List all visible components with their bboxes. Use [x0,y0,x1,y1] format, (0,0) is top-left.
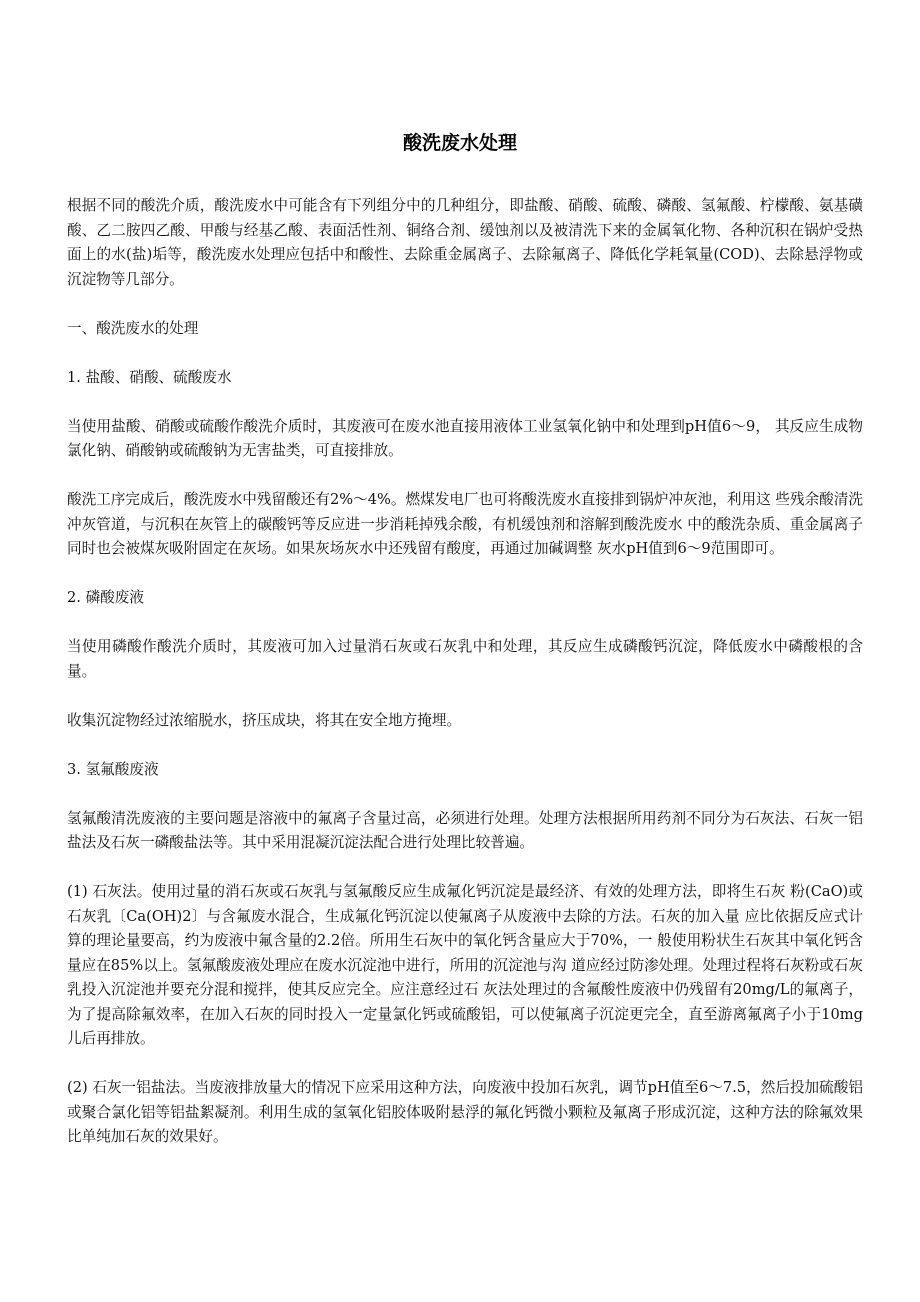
subsection-3-item-1: (1) 石灰法。使用过量的消石灰或石灰乳与氢氟酸反应生成氟化钙沉淀是最经济、有效的处理方法，即将生石灰 粉(CaO)或石灰乳〔Ca(OH)2〕与含氟废水混合，生成氟化钙沉淀以使氟离子从废液中去除的方法。石灰的加入量 应比依据反应式计算的理论量要高，约为废液中氟含量的2.2倍。所用生石灰中的氧化钙含量应大于70%，一 般使用粉状生石灰其中氧化钙含量应在85%以上。氢氟酸废液处理应在废水沉淀池中进行，所用的沉淀池与沟 道应经过防渗处理。处理过程将石灰粉或石灰乳投入沉淀池并要充分混和搅拌，使其反应完全。应注意经过石 灰法处理过的含氟酸性废液中仍残留有20mg/L的氟离子，为了提高除氟效率，在加入石灰的同时投入一定量氯化钙或硫酸铝，可以使氟离子沉淀更完全，直至游离氟离子小于10mg儿后再排放。 [67,883,863,1047]
subsection-heading-1: 1. 盐酸、硝酸、硫酸废水 [67,368,232,386]
subsection-heading-3: 3. 氢氟酸废液 [67,760,159,778]
document-body [67,194,863,1150]
subsection-1-paragraph-1: 当使用盐酸、硝酸或硫酸作酸洗介质时，其废液可在废水池直接用液体工业氢氧化钠中和处理到pH值6～9， 其反应生成物氯化钠、硝酸钠或硫酸钠为无害盐类，可直接排放。 [67,417,863,459]
subsection-1-paragraph-2: 酸洗工序完成后，酸洗废水中残留酸还有2%～4%。燃煤发电厂也可将酸洗废水直接排到锅炉冲灰池，利用这 些残余酸清洗冲灰管道，与沉积在灰管上的碳酸钙等反应进一步消耗掉残余酸，有机缓蚀剂和溶解到酸洗废水 中的酸洗杂质、重金属离子同时也会被煤灰吸附固定在灰场。如果灰场灰水中还残留有酸度，再通过加碱调整 灰水pH值到6～9范围即可。 [67,491,863,557]
subsection-3-paragraph-1: 氢氟酸清洗废液的主要问题是溶液中的氟离子含量过高，必须进行处理。处理方法根据所用药剂不同分为石灰法、石灰一铝盐法及石灰一磷酸盐法等。其中采用混凝沉淀法配合进行处理比较普遍。 [67,809,863,851]
intro-paragraph: 根据不同的酸洗介质，酸洗废水中可能含有下列组分中的几种组分，即盐酸、硝酸、硫酸、磷酸、氢氟酸、柠檬酸、氨基磺酸、乙二胺四乙酸、甲酸与经基乙酸、表面活性剂、铜络合剂、缓蚀剂以及被清洗下来的金属氧化物、各种沉积在锅炉受热面上的水(盐)垢等，酸洗废水处理应包括中和酸性、去除重金属离子、去除氟离子、降低化学耗氧量(COD)、去除悬浮物或沉淀物等几部分。 [67,197,863,288]
subsection-2-paragraph-1: 当使用磷酸作酸洗介质时，其废液可加入过量消石灰或石灰乳中和处理，其反应生成磷酸钙沉淀，降低废水中磷酸根的含量。 [67,638,863,680]
page-title: 酸洗废水处理 [402,132,517,154]
subsection-3-item-2: (2) 石灰一铝盐法。当废液排放量大的情况下应采用这种方法，向废液中投加石灰乳，调节pH值至6～7.5，然后投加硫酸铝或聚合氯化铝等铝盐絮凝剂。利用生成的氢氧化铝胶体吸附悬浮的氟化钙微小颗粒及氟离子形成沉淀，这种方法的除氟效果比单纯加石灰的效果好。 [67,1079,863,1145]
section-heading-1: 一、酸洗废水的处理 [67,319,199,337]
subsection-2-paragraph-2: 收集沉淀物经过浓缩脱水，挤压成块，将其在安全地方掩埋。 [67,711,462,729]
subsection-heading-2: 2. 磷酸废液 [67,589,144,606]
